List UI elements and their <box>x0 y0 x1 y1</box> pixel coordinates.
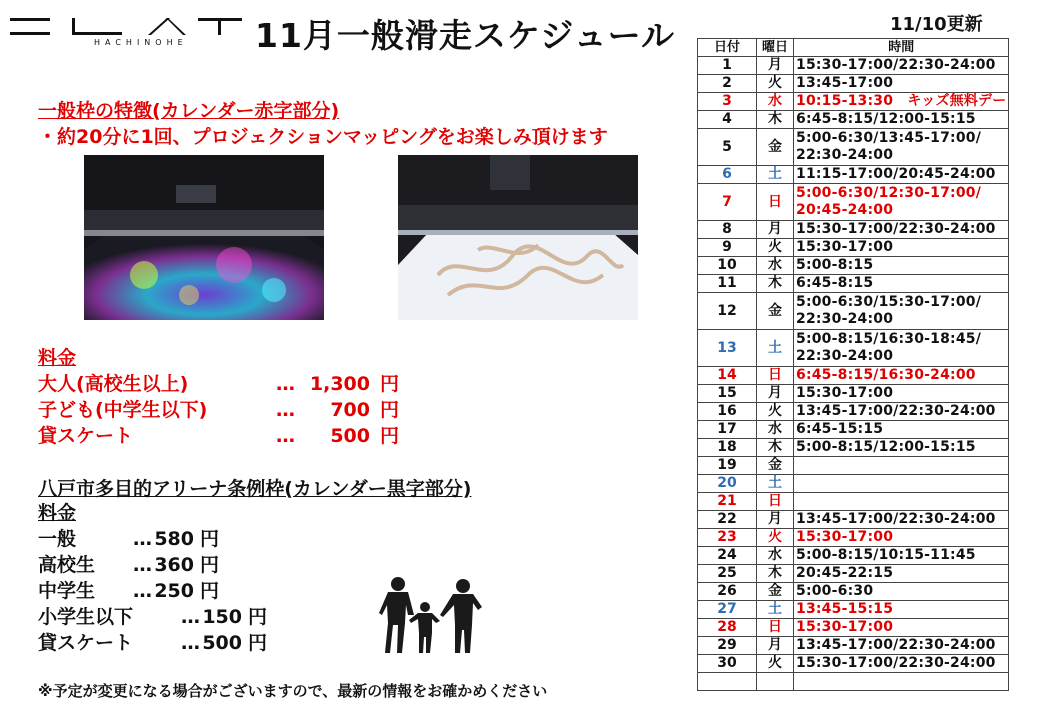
schedule-row <box>698 637 1009 655</box>
price-unit: 円 <box>380 373 400 395</box>
header-date: 日付 <box>698 39 757 57</box>
schedule-weekday: 日 <box>757 184 794 221</box>
schedule-time: 6:45-8:15 <box>794 275 1009 293</box>
schedule-time: 10:15-13:30 キッズ無料デー <box>794 93 1009 111</box>
schedule-row <box>698 475 1009 493</box>
schedule-weekday: 火 <box>757 655 794 673</box>
rink-photo-maze <box>398 155 638 320</box>
schedule-weekday: 月 <box>757 57 794 75</box>
general-pricing <box>38 345 418 449</box>
schedule-time: 13:45-17:00/22:30-24:00 <box>794 637 1009 655</box>
schedule-weekday: 火 <box>757 403 794 421</box>
schedule-day: 23 <box>698 529 757 547</box>
price-amount: 500 <box>202 632 242 654</box>
schedule-row <box>698 565 1009 583</box>
schedule-row <box>698 439 1009 457</box>
schedule-time <box>794 673 1009 691</box>
schedule-weekday: 土 <box>757 475 794 493</box>
updated-date: 11/10更新 <box>890 14 983 35</box>
schedule-day: 16 <box>698 403 757 421</box>
price-unit: 円 <box>380 399 400 421</box>
schedule-time: 15:30-17:00 <box>794 385 1009 403</box>
schedule-row <box>698 619 1009 637</box>
schedule-weekday: 土 <box>757 166 794 184</box>
price-unit: 円 <box>200 528 220 550</box>
price-row <box>38 630 338 656</box>
price-dots: … <box>181 606 200 628</box>
header-weekday: 曜日 <box>757 39 794 57</box>
feature-title: 一般枠の特徴(カレンダー赤字部分) <box>38 100 340 122</box>
price-unit: 円 <box>380 425 400 447</box>
schedule-weekday: 土 <box>757 330 794 367</box>
schedule-weekday: 日 <box>757 493 794 511</box>
schedule-row <box>698 75 1009 93</box>
schedule-weekday: 月 <box>757 221 794 239</box>
schedule-weekday: 火 <box>757 239 794 257</box>
price-row <box>38 552 338 578</box>
schedule-day: 21 <box>698 493 757 511</box>
schedule-weekday: 月 <box>757 511 794 529</box>
schedule-row <box>698 583 1009 601</box>
schedule-row <box>698 421 1009 439</box>
schedule-row <box>698 221 1009 239</box>
schedule-row <box>698 385 1009 403</box>
schedule-row <box>698 511 1009 529</box>
schedule-time: 6:45-8:15/16:30-24:00 <box>794 367 1009 385</box>
price-dots: … <box>276 399 295 421</box>
schedule-time: 15:30-17:00 <box>794 239 1009 257</box>
rink-photo-colorful <box>84 155 324 320</box>
schedule-time: 13:45-17:00/22:30-24:00 <box>794 403 1009 421</box>
schedule-weekday: 木 <box>757 565 794 583</box>
schedule-time: 5:00-6:30/13:45-17:00/ 22:30-24:00 <box>794 129 1009 166</box>
price-row <box>38 423 418 449</box>
schedule-row <box>698 493 1009 511</box>
schedule-day: 2 <box>698 75 757 93</box>
price-amount: 250 <box>154 580 194 602</box>
schedule-time: 13:45-17:00 <box>794 75 1009 93</box>
schedule-day: 18 <box>698 439 757 457</box>
schedule-day: 13 <box>698 330 757 367</box>
price-row <box>38 371 418 397</box>
schedule-weekday: 日 <box>757 367 794 385</box>
schedule-day: 29 <box>698 637 757 655</box>
schedule-time <box>794 457 1009 475</box>
schedule-row <box>698 367 1009 385</box>
schedule-row <box>698 257 1009 275</box>
feature-description: ・約20分に1回、プロジェクションマッピングをお楽しみ頂けます <box>38 126 608 148</box>
schedule-weekday: 月 <box>757 385 794 403</box>
price-dots: … <box>181 632 200 654</box>
schedule-day: 1 <box>698 57 757 75</box>
schedule-time: 15:30-17:00/22:30-24:00 <box>794 57 1009 75</box>
price-amount: 700 <box>330 399 370 421</box>
schedule-row <box>698 129 1009 166</box>
schedule-weekday: 火 <box>757 529 794 547</box>
price-dots: … <box>276 425 295 447</box>
schedule-day: 5 <box>698 129 757 166</box>
schedule-header-row <box>698 39 1009 57</box>
schedule-day: 7 <box>698 184 757 221</box>
schedule-day: 26 <box>698 583 757 601</box>
arena-pricing <box>38 500 338 656</box>
schedule-day: 24 <box>698 547 757 565</box>
header-time: 時間 <box>794 39 1009 57</box>
price-row <box>38 604 338 630</box>
price-amount: 360 <box>154 554 194 576</box>
schedule-weekday: 木 <box>757 439 794 457</box>
price-unit: 円 <box>248 606 268 628</box>
schedule-weekday: 月 <box>757 637 794 655</box>
schedule-weekday: 水 <box>757 257 794 275</box>
schedule-time: 5:00-6:30/15:30-17:00/ 22:30-24:00 <box>794 293 1009 330</box>
price-label: 貸スケート <box>38 425 134 447</box>
schedule-weekday: 金 <box>757 293 794 330</box>
schedule-day: 19 <box>698 457 757 475</box>
price-row <box>38 526 338 552</box>
schedule-day: 27 <box>698 601 757 619</box>
schedule-row <box>698 403 1009 421</box>
schedule-time: 5:00-8:15/16:30-18:45/ 22:30-24:00 <box>794 330 1009 367</box>
price-label: 中学生 <box>38 580 96 602</box>
price-label: 子ども(中学生以下) <box>38 399 208 421</box>
schedule-row <box>698 93 1009 111</box>
schedule-row <box>698 275 1009 293</box>
price-dots: … <box>133 554 152 576</box>
price-dots: … <box>133 580 152 602</box>
family-skating-illustration <box>378 575 488 655</box>
schedule-row <box>698 239 1009 257</box>
schedule-weekday: 水 <box>757 93 794 111</box>
schedule-row <box>698 166 1009 184</box>
schedule-day: 10 <box>698 257 757 275</box>
arena-pricing-title: 八戸市多目的アリーナ条例枠(カレンダー黒字部分) <box>38 478 472 500</box>
schedule-day: 17 <box>698 421 757 439</box>
price-amount: 150 <box>202 606 242 628</box>
schedule-time: 15:30-17:00 <box>794 529 1009 547</box>
schedule-weekday <box>757 673 794 691</box>
schedule-day: 12 <box>698 293 757 330</box>
schedule-time: 5:00-8:15/10:15-11:45 <box>794 547 1009 565</box>
price-label: 小学生以下 <box>38 606 134 628</box>
schedule-time: 5:00-8:15/12:00-15:15 <box>794 439 1009 457</box>
price-dots: … <box>133 528 152 550</box>
schedule-row <box>698 457 1009 475</box>
schedule-time: 6:45-8:15/12:00-15:15 <box>794 111 1009 129</box>
logo-subtext: HACHINOHE <box>94 38 188 47</box>
price-row <box>38 578 338 604</box>
schedule-row <box>698 655 1009 673</box>
schedule-day: 30 <box>698 655 757 673</box>
price-dots: … <box>276 373 295 395</box>
schedule-row <box>698 111 1009 129</box>
schedule-day: 11 <box>698 275 757 293</box>
arena-pricing-heading: 料金 <box>38 502 77 524</box>
schedule-weekday: 土 <box>757 601 794 619</box>
schedule-time: 13:45-15:15 <box>794 601 1009 619</box>
schedule-day: 22 <box>698 511 757 529</box>
schedule-time: 6:45-15:15 <box>794 421 1009 439</box>
schedule-weekday: 日 <box>757 619 794 637</box>
schedule-time: 13:45-17:00/22:30-24:00 <box>794 511 1009 529</box>
schedule-time: 15:30-17:00 <box>794 619 1009 637</box>
price-label: 一般 <box>38 528 77 550</box>
price-label: 大人(高校生以上) <box>38 373 189 395</box>
schedule-row <box>698 330 1009 367</box>
schedule-day: 15 <box>698 385 757 403</box>
schedule-day: 3 <box>698 93 757 111</box>
schedule-table <box>697 38 1009 691</box>
price-amount: 1,300 <box>309 373 370 395</box>
schedule-day: 9 <box>698 239 757 257</box>
schedule-row <box>698 529 1009 547</box>
schedule-time: 20:45-22:15 <box>794 565 1009 583</box>
schedule-row <box>698 184 1009 221</box>
price-unit: 円 <box>200 554 220 576</box>
price-unit: 円 <box>248 632 268 654</box>
price-unit: 円 <box>200 580 220 602</box>
footnote: ※予定が変更になる場合がございますので、最新の情報をお確かめください <box>38 682 548 700</box>
price-label: 高校生 <box>38 554 96 576</box>
schedule-time: 15:30-17:00/22:30-24:00 <box>794 655 1009 673</box>
schedule-row <box>698 547 1009 565</box>
schedule-weekday: 金 <box>757 583 794 601</box>
price-amount: 580 <box>154 528 194 550</box>
schedule-day: 8 <box>698 221 757 239</box>
schedule-weekday: 金 <box>757 129 794 166</box>
schedule-row <box>698 673 1009 691</box>
schedule-row <box>698 57 1009 75</box>
schedule-time: 15:30-17:00/22:30-24:00 <box>794 221 1009 239</box>
schedule-day: 25 <box>698 565 757 583</box>
page-title: 11月一般滑走スケジュール <box>255 16 675 55</box>
price-amount: 500 <box>330 425 370 447</box>
price-label: 貸スケート <box>38 632 134 654</box>
schedule-weekday: 水 <box>757 547 794 565</box>
schedule-time <box>794 493 1009 511</box>
schedule-time: 5:00-6:30/12:30-17:00/ 20:45-24:00 <box>794 184 1009 221</box>
schedule-weekday: 木 <box>757 111 794 129</box>
schedule-row <box>698 601 1009 619</box>
price-row <box>38 397 418 423</box>
schedule-day: 28 <box>698 619 757 637</box>
schedule-day: 14 <box>698 367 757 385</box>
flat-logo <box>10 12 242 52</box>
general-pricing-heading: 料金 <box>38 347 77 369</box>
schedule-weekday: 木 <box>757 275 794 293</box>
schedule-day: 4 <box>698 111 757 129</box>
schedule-time: 5:00-6:30 <box>794 583 1009 601</box>
schedule-weekday: 金 <box>757 457 794 475</box>
schedule-time <box>794 475 1009 493</box>
schedule-day: 6 <box>698 166 757 184</box>
schedule-day: 20 <box>698 475 757 493</box>
schedule-time: 5:00-8:15 <box>794 257 1009 275</box>
schedule-time: 11:15-17:00/20:45-24:00 <box>794 166 1009 184</box>
schedule-weekday: 火 <box>757 75 794 93</box>
schedule-row <box>698 293 1009 330</box>
schedule-day <box>698 673 757 691</box>
schedule-weekday: 水 <box>757 421 794 439</box>
